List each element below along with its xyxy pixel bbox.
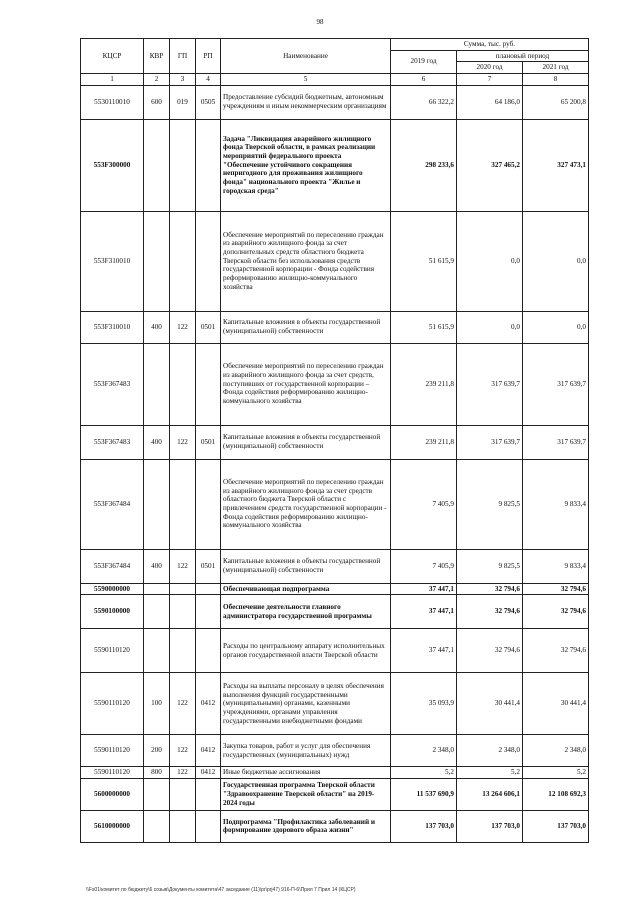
cell-2020: 317 639,7 [457,343,523,425]
cell-gp: 122 [170,673,196,735]
cell-2019: 66 322,2 [391,85,457,119]
cell-gp: 122 [170,311,196,343]
table-row [81,595,589,629]
cell-2020: 2 348,0 [457,735,523,767]
cell-kcsr: 5590110120 [81,629,144,673]
cell-gp: 122 [170,425,196,459]
col-number: 7 [457,73,523,85]
table-row [81,767,589,779]
cell-2020: 327 465,2 [457,119,523,211]
cell-name: Задача "Ликвидация аварийного жилищного фонда Тверской области, в рамках реализации мероприятий федерального проекта "Обеспечение устойчивого сокращения непригодного для проживания жилищного фонда" национального проекта "Жилье и городская среда" [221,119,391,211]
cell-rp [196,119,221,211]
cell-name: Капитальные вложения в объекты государственной (муниципальной) собственности [221,549,391,583]
table-row [81,810,589,842]
cell-kvr: 400 [144,425,170,459]
cell-kvr: 800 [144,767,170,779]
cell-2021: 30 441,4 [523,673,589,735]
cell-kvr: 100 [144,673,170,735]
col-number: 8 [523,73,589,85]
cell-kcsr: 553F310010 [81,311,144,343]
cell-rp: 0412 [196,673,221,735]
cell-2020: 9 825,5 [457,549,523,583]
cell-2021: 32 794,6 [523,583,589,595]
cell-2019: 5,2 [391,767,457,779]
cell-name: Государственная программа Тверской области "Здравоохранение Тверской области" на 2019-2024 годы [221,778,391,810]
cell-2020: 5,2 [457,767,523,779]
cell-rp: 0501 [196,311,221,343]
header-kvr: КВР [144,39,170,74]
table-row [81,629,589,673]
cell-name: Обеспечение деятельности главного администратора государственной программы [221,595,391,629]
cell-name: Расходы на выплаты персоналу в целях обеспечения выполнения функций государственными (муниципальными) органами, казенными учреждениями, органами управления государственными внебюджетными фондами [221,673,391,735]
cell-name: Обеспечение мероприятий по переселению граждан из аварийного жилищного фонда за счет средств областного бюджета Тверской области с привлечением средств государственной корпорации - Фонда содействия реформированию жилищно-коммунального хозяйства [221,459,391,549]
cell-kvr [144,119,170,211]
cell-kcsr: 553F367483 [81,343,144,425]
table-row [81,343,589,425]
cell-kvr [144,459,170,549]
cell-kcsr: 5610000000 [81,810,144,842]
cell-kvr [144,778,170,810]
cell-name: Обеспечивающая подпрограмма [221,583,391,595]
header-2019: 2019 год [391,50,457,73]
table-row [81,425,589,459]
cell-2020: 9 825,5 [457,459,523,549]
header-planned: плановый период [457,50,589,62]
table-row [81,778,589,810]
header-2020: 2020 год [457,62,523,74]
cell-2021: 5,2 [523,767,589,779]
cell-name: Обеспечение мероприятий по переселению граждан из аварийного жилищного фонда за счет дополнительных средств областного бюджета Тверской области без использования средств государственной корпорации - Фонда содействия реформированию жилищно-коммунального хозяйства [221,211,391,311]
cell-rp [196,629,221,673]
table-row [81,735,589,767]
cell-2019: 35 093,9 [391,673,457,735]
cell-kvr: 200 [144,735,170,767]
header-sum: Сумма, тыс. руб. [391,39,589,51]
cell-kvr [144,343,170,425]
cell-2021: 9 833,4 [523,549,589,583]
cell-gp [170,211,196,311]
cell-2019: 239 211,8 [391,343,457,425]
cell-gp [170,629,196,673]
header-name: Наименование [221,39,391,74]
budget-table [80,38,589,843]
page-number: 98 [316,18,324,26]
table-row [81,673,589,735]
cell-gp [170,778,196,810]
cell-name: Капитальные вложения в объекты государственной (муниципальной) собственности [221,425,391,459]
cell-rp [196,810,221,842]
cell-2020: 32 794,6 [457,583,523,595]
cell-rp: 0501 [196,425,221,459]
cell-2019: 51 615,9 [391,311,457,343]
col-number: 6 [391,73,457,85]
cell-2021: 317 639,7 [523,425,589,459]
cell-2021: 65 200,8 [523,85,589,119]
header-gp: ГП [170,39,196,74]
cell-rp: 0501 [196,549,221,583]
cell-kvr: 400 [144,311,170,343]
cell-2021: 9 833,4 [523,459,589,549]
table-row [81,311,589,343]
cell-name: Расходы по центральному аппарату исполнительных органов государственной власти Тверской области [221,629,391,673]
col-number: 1 [81,73,144,85]
cell-2019: 51 615,9 [391,211,457,311]
cell-2019: 298 233,6 [391,119,457,211]
cell-name: Обеспечение мероприятий по переселению граждан из аварийного жилищного фонда за счет средств, поступивших от государственной корпорации – Фонда содействия реформированию жилищно-коммунального хозяйства [221,343,391,425]
cell-2020: 64 186,0 [457,85,523,119]
col-number: 3 [170,73,196,85]
cell-kcsr: 553F367484 [81,549,144,583]
cell-name: Закупка товаров, работ и услуг для обеспечения государственных (муниципальных) нужд [221,735,391,767]
cell-rp [196,778,221,810]
cell-kcsr: 5590100000 [81,595,144,629]
cell-gp: 122 [170,735,196,767]
cell-rp [196,595,221,629]
cell-kcsr: 5590110120 [81,735,144,767]
cell-gp [170,459,196,549]
cell-kcsr: 5590110120 [81,767,144,779]
header-rp: РП [196,39,221,74]
cell-name: Предоставление субсидий бюджетным, автономным учреждениям и иным некоммерческим организациям [221,85,391,119]
cell-2019: 239 211,8 [391,425,457,459]
cell-kcsr: 553F367483 [81,425,144,459]
table-row [81,119,589,211]
cell-2021: 0,0 [523,211,589,311]
cell-gp [170,595,196,629]
cell-2019: 11 537 690,9 [391,778,457,810]
cell-kcsr: 5590000000 [81,583,144,595]
column-number-row [81,73,589,85]
cell-2019: 37 447,1 [391,595,457,629]
cell-rp [196,459,221,549]
cell-2021: 2 348,0 [523,735,589,767]
cell-2019: 137 703,0 [391,810,457,842]
cell-kcsr: 5590110120 [81,673,144,735]
cell-2021: 12 108 692,3 [523,778,589,810]
cell-rp [196,211,221,311]
cell-kcsr: 553F367484 [81,459,144,549]
col-number: 4 [196,73,221,85]
cell-2021: 32 794,6 [523,595,589,629]
cell-name: Иные бюджетные ассигнования [221,767,391,779]
cell-kvr [144,595,170,629]
table-row [81,85,589,119]
table-row [81,211,589,311]
cell-gp: 019 [170,85,196,119]
cell-name: Капитальные вложения в объекты государственной (муниципальной) собственности [221,311,391,343]
table-row [81,549,589,583]
cell-rp: 0412 [196,767,221,779]
cell-gp: 122 [170,549,196,583]
cell-kcsr: 553F310010 [81,211,144,311]
cell-2019: 37 447,1 [391,583,457,595]
cell-2020: 137 703,0 [457,810,523,842]
cell-2020: 0,0 [457,211,523,311]
cell-name: Подпрограмма "Профилактика заболеваний и формирование здорового образа жизни" [221,810,391,842]
cell-kcsr: 5530110010 [81,85,144,119]
cell-2019: 7 405,9 [391,549,457,583]
cell-gp [170,119,196,211]
cell-kvr [144,583,170,595]
cell-kvr [144,211,170,311]
cell-2021: 137 703,0 [523,810,589,842]
cell-2020: 317 639,7 [457,425,523,459]
col-number: 5 [221,73,391,85]
table-row [81,583,589,595]
cell-gp [170,583,196,595]
cell-kvr [144,629,170,673]
cell-kvr: 400 [144,549,170,583]
cell-rp [196,343,221,425]
cell-rp: 0412 [196,735,221,767]
cell-2021: 32 794,6 [523,629,589,673]
cell-gp [170,343,196,425]
cell-2020: 30 441,4 [457,673,523,735]
cell-gp: 122 [170,767,196,779]
col-number: 2 [144,73,170,85]
cell-2021: 0,0 [523,311,589,343]
cell-2020: 13 264 606,1 [457,778,523,810]
cell-kcsr: 5600000000 [81,778,144,810]
cell-2020: 32 794,6 [457,595,523,629]
cell-gp [170,810,196,842]
cell-2020: 0,0 [457,311,523,343]
cell-2021: 317 639,7 [523,343,589,425]
table-row [81,459,589,549]
cell-kcsr: 553F300000 [81,119,144,211]
cell-2019: 37 447,1 [391,629,457,673]
cell-rp: 0505 [196,85,221,119]
cell-2019: 7 405,9 [391,459,457,549]
cell-kvr: 600 [144,85,170,119]
cell-2020: 32 794,6 [457,629,523,673]
header-kcsr: КЦСР [81,39,144,74]
header-2021: 2021 год [523,62,589,74]
file-path-footer: \\Fs01\комитет по бюджету\6 созыв\Документы комитета\47 заседание (11)\pr\prj47) 916-П-6\Прил 7 Прил 14 (КЦСР) [86,887,356,893]
cell-rp [196,583,221,595]
cell-2019: 2 348,0 [391,735,457,767]
cell-2021: 327 473,1 [523,119,589,211]
cell-kvr [144,810,170,842]
